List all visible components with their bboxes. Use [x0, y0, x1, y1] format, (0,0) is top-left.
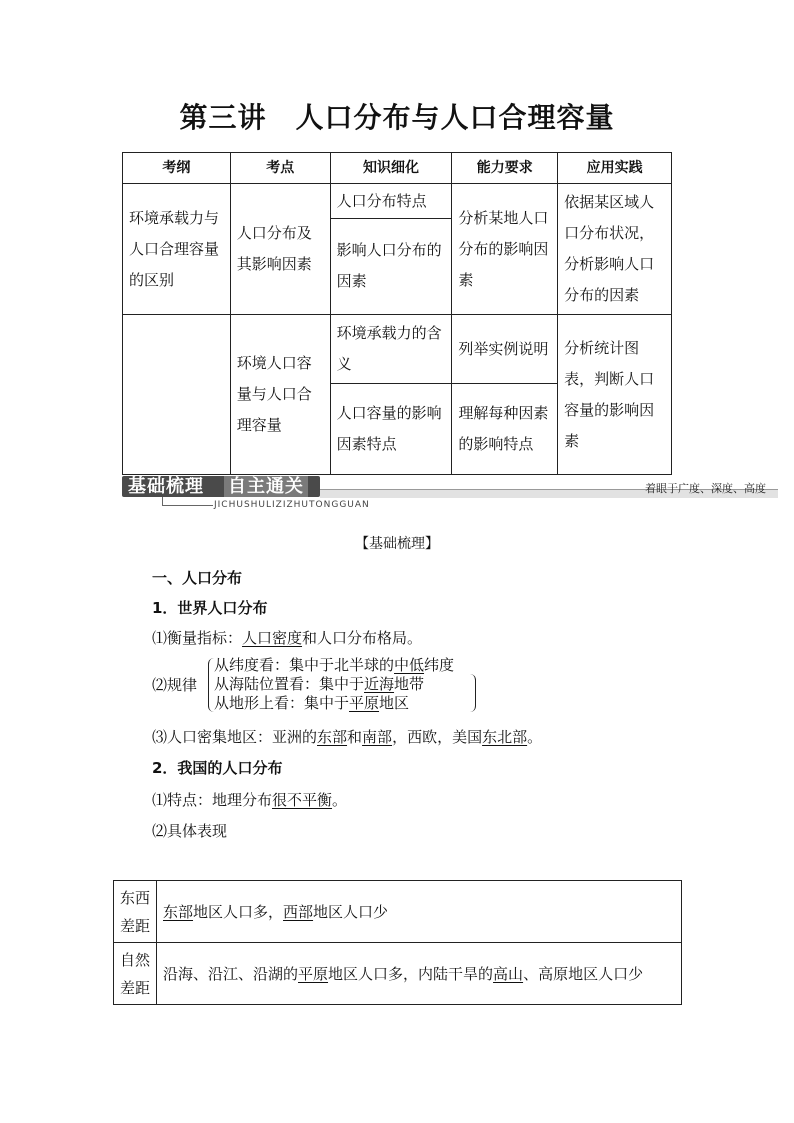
table-header: 考纲	[123, 153, 231, 184]
blank-answer: 东北部	[482, 728, 528, 746]
table-cell	[123, 315, 231, 475]
table-cell-key: 自然差距	[114, 943, 157, 1005]
heading-population-distribution: 一、人口分布	[152, 569, 243, 587]
right-brace	[470, 674, 476, 712]
table-cell: 分析某地人口分布的影响因素	[452, 184, 558, 315]
table-cell-key: 东西差距	[114, 881, 157, 943]
table-header-row	[123, 153, 672, 184]
blank-answer: 近海	[364, 675, 395, 693]
blank-answer: 东部	[163, 903, 194, 921]
heading-china-distribution: 2．我国的人口分布	[152, 759, 283, 777]
table-row	[114, 881, 682, 943]
section-label: 【基础梳理】	[355, 536, 439, 552]
table-cell: 理解每种因素的影响特点	[452, 384, 558, 475]
rule-block	[152, 654, 492, 716]
table-cell: 东部地区人口多，西部地区人口少	[157, 881, 682, 943]
banner-pinyin: JICHUSHULIZIZHUTONGGUAN	[214, 500, 370, 510]
page-title: 第三讲 人口分布与人口合理容量	[179, 101, 615, 134]
table-cell: 人口容量的影响因素特点	[330, 384, 452, 475]
item-measure: ⑴衡量指标：人口密度和人口分布格局。	[152, 629, 423, 647]
item-dense-areas: ⑶人口密集地区：亚洲的东部和南部，西欧，美国东北部。	[152, 728, 543, 746]
item-feature: ⑴特点：地理分布很不平衡。	[152, 791, 348, 809]
rule-terrain: 从地形上看：集中于平原地区	[214, 694, 410, 712]
table-cell: 环境承载力的含义	[330, 315, 452, 384]
table-cell: 环境人口容量与人口合理容量	[230, 315, 330, 475]
blank-answer: 很不平衡	[272, 791, 333, 809]
blank-answer: 平原	[349, 694, 380, 712]
table-cell: 列举实例说明	[452, 315, 558, 384]
table-cell: 依据某区域人口分布状况，分析影响人口分布的因素	[558, 184, 672, 315]
rule-sea-land: 从海陆位置看：集中于近海地带	[214, 675, 425, 693]
blank-answer: 平原	[298, 965, 329, 983]
table-cell: 环境承载力与人口合理容量的区别	[123, 184, 231, 315]
item-detail: ⑵具体表现	[152, 822, 228, 840]
blank-answer: 西部	[283, 903, 314, 921]
banner-tick	[162, 497, 213, 506]
section-banner	[122, 476, 778, 512]
rule-latitude: 从纬度看：集中于北半球的中低纬度	[214, 656, 455, 674]
banner-sub: 自主通关	[224, 476, 308, 497]
table-cell: 分析统计图表，判断人口容量的影响因素	[558, 315, 672, 475]
table-header: 知识细化	[330, 153, 452, 184]
rule-label: ⑵规律	[152, 676, 198, 694]
blank-answer: 东部	[317, 728, 348, 746]
table-header: 考点	[230, 153, 330, 184]
difference-table	[113, 880, 682, 1005]
blank-answer: 中低	[394, 656, 425, 674]
table-header: 能力要求	[452, 153, 558, 184]
table-row	[123, 184, 672, 219]
table-row	[123, 315, 672, 384]
table-cell: 人口分布及其影响因素	[230, 184, 330, 315]
heading-world-distribution: 1．世界人口分布	[152, 599, 268, 617]
table-header: 应用实践	[558, 153, 672, 184]
table-cell: 影响人口分布的因素	[330, 218, 452, 314]
blank-answer: 人口密度	[242, 629, 303, 647]
banner-main: 基础梳理	[128, 476, 204, 497]
table-cell: 沿海、沿江、沿湖的平原地区人口多，内陆干旱的高山、高原地区人口少	[157, 943, 682, 1005]
syllabus-table	[122, 152, 672, 475]
table-row	[114, 943, 682, 1005]
blank-answer: 南部	[362, 728, 393, 746]
banner-slogan: 着眼于广度、深度、高度	[645, 482, 766, 495]
blank-answer: 高山	[493, 965, 524, 983]
table-cell: 人口分布特点	[330, 184, 452, 219]
